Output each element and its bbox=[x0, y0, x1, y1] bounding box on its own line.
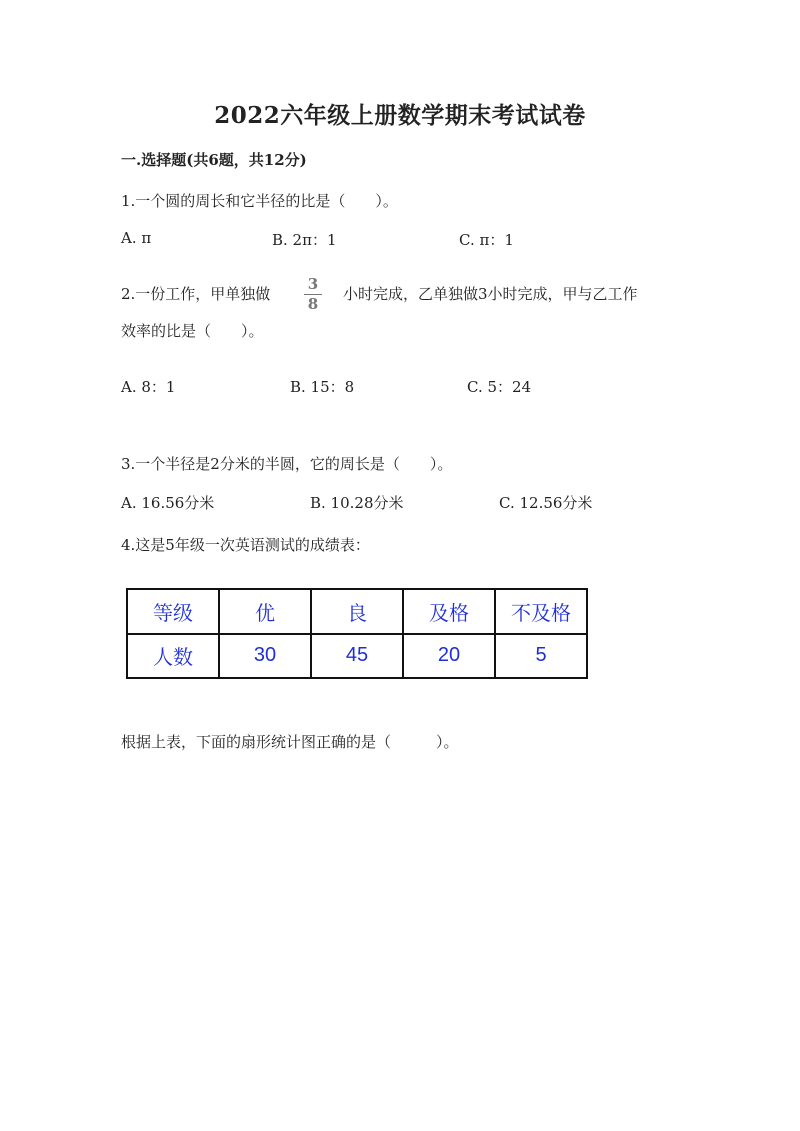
table-cell: 30 bbox=[219, 634, 311, 679]
grade-table bbox=[126, 588, 588, 679]
question-1-option-a: A. π bbox=[121, 229, 152, 247]
question-2-stem: 2.一份工作，甲单独做 bbox=[121, 285, 271, 303]
table-cell: 不及格 bbox=[495, 589, 587, 634]
table-cell: 优 bbox=[219, 589, 311, 634]
question-1-option-b: B. 2π：1 bbox=[272, 231, 337, 249]
table-cell: 20 bbox=[403, 634, 495, 679]
table-row bbox=[127, 634, 587, 679]
table-cell: 等级 bbox=[127, 589, 219, 634]
section-heading: 一.选择题(共6题，共12分) bbox=[121, 151, 307, 169]
question-4-stem: 4.这是5年级一次英语测试的成绩表： bbox=[121, 536, 370, 554]
question-2-stem-continued: 小时完成，乙单独做3小时完成，甲与乙工作 bbox=[343, 285, 638, 303]
question-4-followup: 根据上表，下面的扇形统计图正确的是（ ）。 bbox=[121, 733, 459, 751]
table-cell: 良 bbox=[311, 589, 403, 634]
question-3-option-b: B. 10.28分米 bbox=[310, 494, 404, 512]
page-title: 2022六年级上册数学期末考试试卷 bbox=[214, 102, 586, 129]
question-1-stem: 1.一个圆的周长和它半径的比是（ ）。 bbox=[121, 192, 398, 210]
question-2-option-c: C. 5：24 bbox=[467, 378, 532, 396]
question-2-stem-line2: 效率的比是（ ）。 bbox=[121, 322, 264, 340]
question-1-option-c: C. π：1 bbox=[459, 231, 514, 249]
fraction-numerator: 3 bbox=[307, 275, 319, 293]
question-2-option-b: B. 15：8 bbox=[290, 378, 355, 396]
fraction-denominator: 8 bbox=[307, 295, 319, 313]
question-2-option-a: A. 8：1 bbox=[121, 378, 176, 396]
table-header-row bbox=[127, 589, 587, 634]
fraction-three-eighths bbox=[304, 276, 322, 312]
question-3-stem: 3.一个半径是2分米的半圆，它的周长是（ ）。 bbox=[121, 455, 453, 473]
table-cell: 人数 bbox=[127, 634, 219, 679]
question-3-option-a: A. 16.56分米 bbox=[121, 494, 215, 512]
table-cell: 45 bbox=[311, 634, 403, 679]
question-3-option-c: C. 12.56分米 bbox=[499, 494, 593, 512]
table-cell: 5 bbox=[495, 634, 587, 679]
table-cell: 及格 bbox=[403, 589, 495, 634]
